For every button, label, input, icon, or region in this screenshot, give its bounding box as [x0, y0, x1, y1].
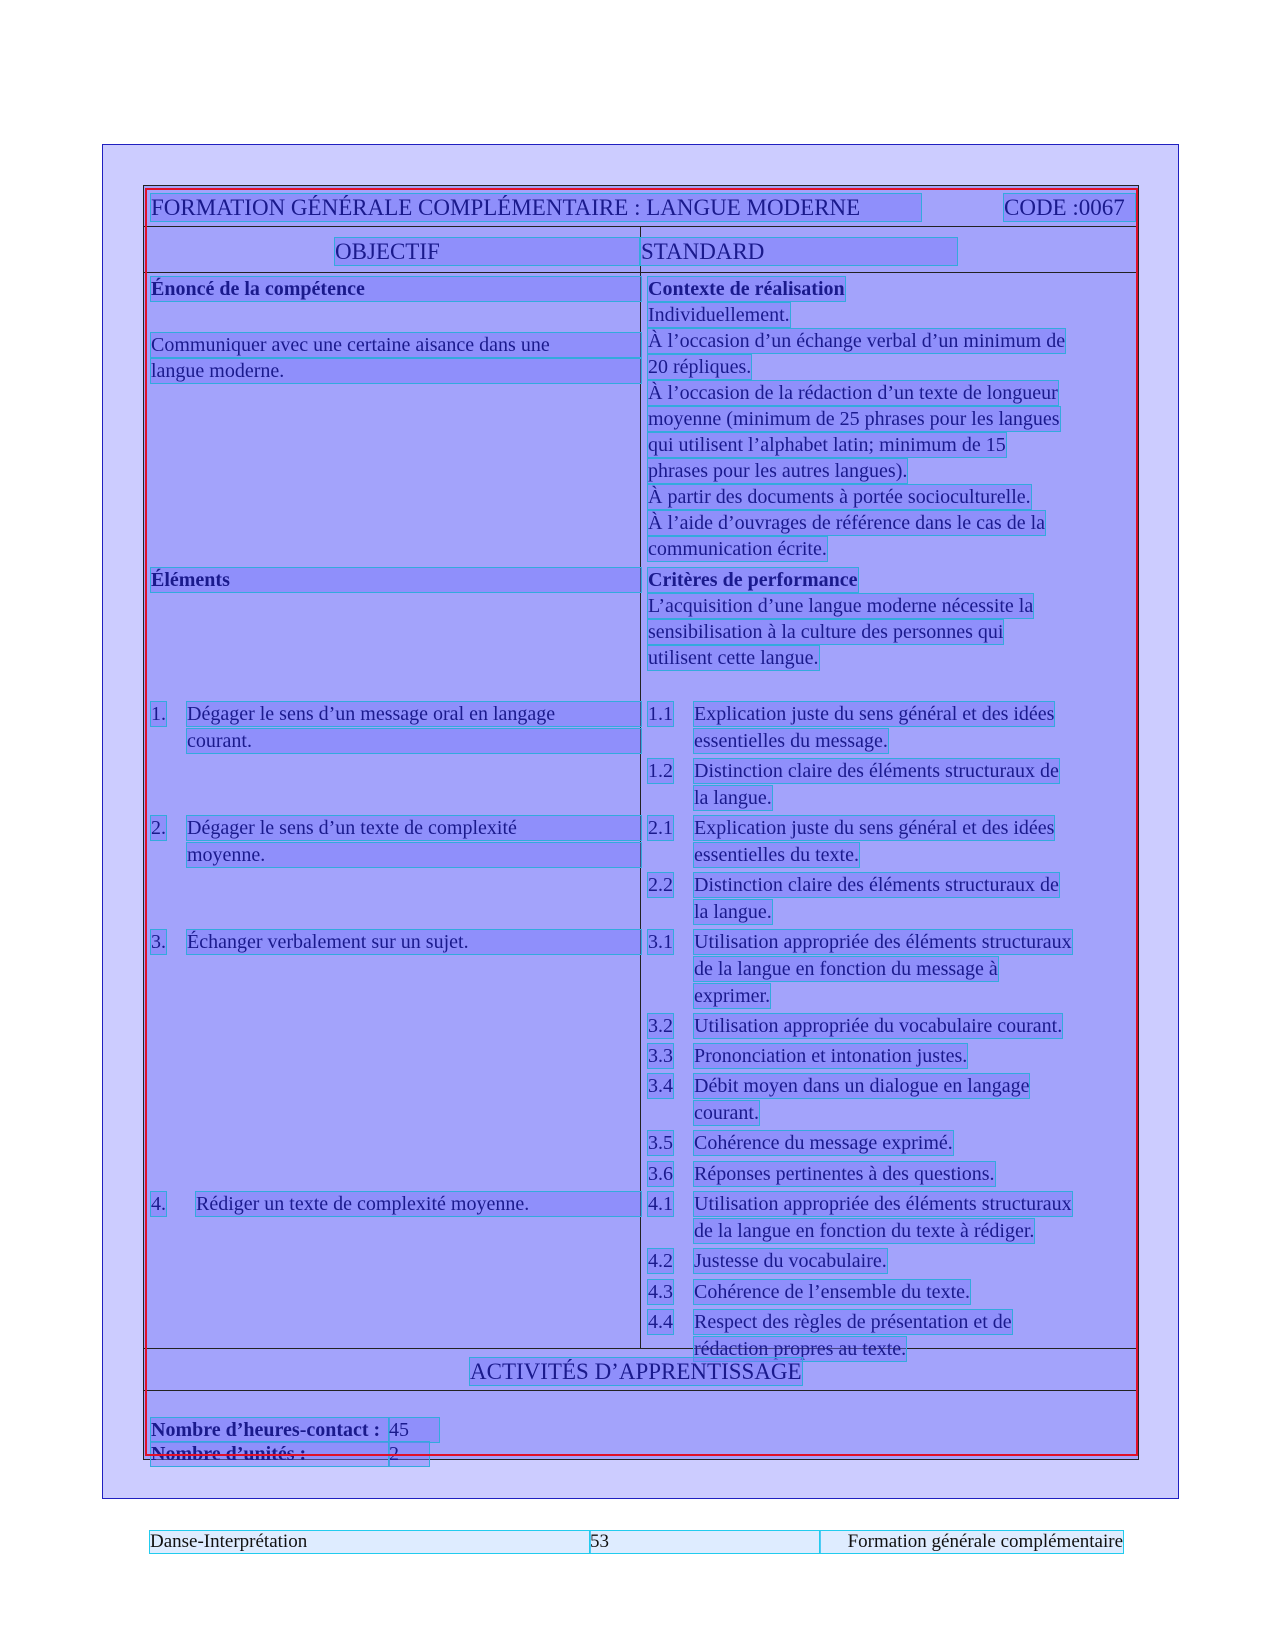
- criterion-line: Justesse du vocabulaire.: [694, 1250, 887, 1272]
- criterion-number: 1.1: [648, 703, 673, 725]
- criterion-number: 1.2: [648, 760, 673, 782]
- criteres-line: utilisent cette langue.: [648, 647, 819, 669]
- contexte-line: moyenne (minimum de 25 phrases pour les langues: [648, 408, 1060, 430]
- element-line: courant.: [187, 729, 641, 753]
- footer-section: Formation générale complémentaire: [820, 1531, 1123, 1553]
- criterion-line: courant.: [694, 1102, 759, 1124]
- divider-activites-top: [143, 1348, 1139, 1349]
- hours-value: 45: [389, 1418, 439, 1442]
- criterion-line: Distinction claire des éléments structuraux de: [694, 760, 1059, 782]
- contexte-line: À l’occasion de la rédaction d’un texte de longueur: [648, 382, 1058, 404]
- criterion-number: 3.2: [648, 1015, 673, 1037]
- criterion-line: Débit moyen dans un dialogue en langage: [694, 1075, 1030, 1097]
- contexte-line: Individuellement.: [648, 304, 790, 326]
- criterion-line: Explication juste du sens général et des idées: [694, 817, 1055, 839]
- contexte-line: qui utilisent l’alphabet latin; minimum de 15: [648, 434, 1006, 456]
- footer-page-number: 53: [590, 1531, 820, 1553]
- column-header-objectif: OBJECTIF: [335, 238, 639, 265]
- activites-heading: ACTIVITÉS D’APPRENTISSAGE: [470, 1359, 802, 1384]
- contexte-line: À partir des documents à portée socioculturelle.: [648, 486, 1031, 508]
- criterion-line: la langue.: [694, 787, 772, 809]
- criterion-line: Cohérence de l’ensemble du texte.: [694, 1281, 970, 1303]
- criterion-line: Prononciation et intonation justes.: [694, 1045, 968, 1067]
- criterion-number: 3.5: [648, 1132, 673, 1154]
- course-code: CODE :0067: [1004, 194, 1135, 221]
- divider-columns: [143, 272, 1139, 273]
- element-line: Échanger verbalement sur un sujet.: [187, 930, 641, 954]
- criterion-number: 4.4: [648, 1311, 673, 1333]
- divider-header: [143, 226, 1139, 227]
- criterion-line: Utilisation appropriée des éléments structuraux: [694, 1193, 1072, 1215]
- element-number: 4.: [151, 1193, 166, 1215]
- criteres-heading: Critères de performance: [648, 569, 858, 591]
- contexte-line: phrases pour les autres langues).: [648, 460, 908, 482]
- criterion-line: Cohérence du message exprimé.: [694, 1132, 953, 1154]
- enonce-line: Communiquer avec une certaine aisance dans une: [151, 333, 641, 357]
- contexte-heading: Contexte de réalisation: [648, 278, 845, 300]
- criterion-number: 4.3: [648, 1281, 673, 1303]
- element-number: 3.: [151, 931, 166, 953]
- divider-activites-bottom: [143, 1390, 1139, 1391]
- criterion-line: essentielles du texte.: [694, 844, 859, 866]
- criterion-line: Respect des règles de présentation et de: [694, 1311, 1012, 1333]
- element-line: Rédiger un texte de complexité moyenne.: [196, 1192, 641, 1216]
- enonce-heading: Énoncé de la compétence: [151, 277, 641, 301]
- criterion-line: Réponses pertinentes à des questions.: [694, 1163, 995, 1185]
- elements-heading: Éléments: [151, 568, 641, 592]
- criterion-number: 4.1: [648, 1193, 673, 1215]
- criteres-line: L’acquisition d’une langue moderne nécessite la: [648, 595, 1034, 617]
- criterion-number: 3.6: [648, 1163, 673, 1185]
- criterion-line: Utilisation appropriée du vocabulaire courant.: [694, 1015, 1063, 1037]
- element-line: Dégager le sens d’un message oral en langage: [187, 702, 641, 726]
- criterion-line: Explication juste du sens général et des idées: [694, 703, 1055, 725]
- criterion-number: 3.1: [648, 931, 673, 953]
- units-value: 2: [389, 1442, 429, 1466]
- criteres-line: sensibilisation à la culture des personnes qui: [648, 621, 1004, 643]
- contexte-line: À l’aide d’ouvrages de référence dans le cas de la: [648, 512, 1046, 534]
- divider-column: [640, 226, 641, 1348]
- element-line: Dégager le sens d’un texte de complexité: [187, 816, 641, 840]
- footer-program: Danse-Interprétation: [150, 1531, 590, 1553]
- element-line: moyenne.: [187, 843, 641, 867]
- criterion-number: 2.1: [648, 817, 673, 839]
- criterion-line: rédaction propres au texte.: [694, 1338, 907, 1360]
- criterion-line: la langue.: [694, 901, 772, 923]
- element-number: 2.: [151, 817, 166, 839]
- table-title: FORMATION GÉNÉRALE COMPLÉMENTAIRE : LANGUE MODERNE: [151, 194, 921, 221]
- criterion-line: Distinction claire des éléments structuraux de: [694, 874, 1059, 896]
- contexte-line: 20 répliques.: [648, 356, 752, 378]
- criterion-line: de la langue en fonction du message à: [694, 958, 998, 980]
- criterion-number: 4.2: [648, 1250, 673, 1272]
- criterion-number: 2.2: [648, 874, 673, 896]
- criterion-number: 3.3: [648, 1045, 673, 1067]
- units-label: Nombre d’unités :: [151, 1442, 389, 1466]
- column-header-standard: STANDARD: [641, 238, 957, 265]
- hours-label: Nombre d’heures-contact :: [151, 1418, 389, 1442]
- element-number: 1.: [151, 703, 166, 725]
- criterion-number: 3.4: [648, 1075, 673, 1097]
- contexte-line: communication écrite.: [648, 538, 827, 560]
- enonce-line: langue moderne.: [151, 359, 641, 383]
- criterion-line: essentielles du message.: [694, 730, 888, 752]
- criterion-line: de la langue en fonction du texte à rédiger.: [694, 1220, 1035, 1242]
- contexte-line: À l’occasion d’un échange verbal d’un minimum de: [648, 330, 1066, 352]
- criterion-line: exprimer.: [694, 985, 771, 1007]
- criterion-line: Utilisation appropriée des éléments structuraux: [694, 931, 1072, 953]
